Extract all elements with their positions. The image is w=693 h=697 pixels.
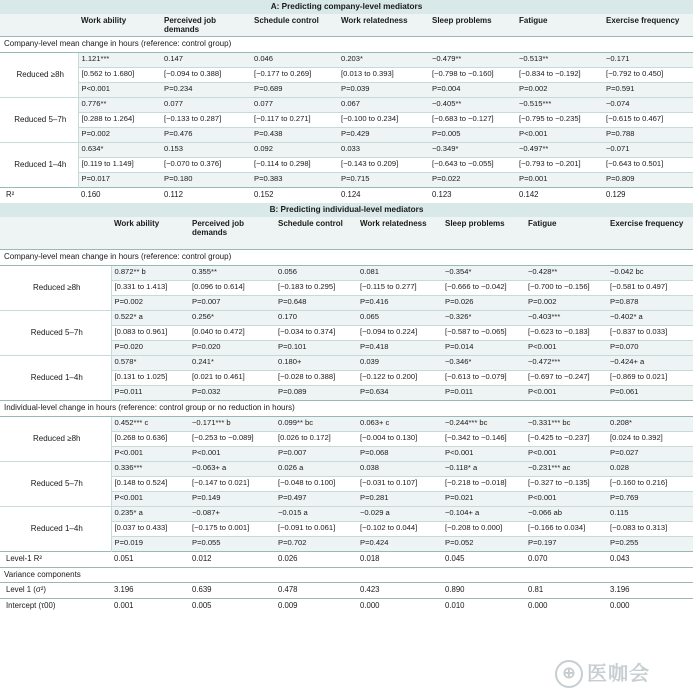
table-cell: P=0.020	[111, 340, 189, 355]
panel-title: A: Predicting company-level mediators	[0, 0, 693, 14]
column-header: Exercise frequency	[607, 217, 693, 249]
table-cell: P=0.383	[251, 172, 338, 187]
table-row	[0, 82, 693, 97]
table-cell: 0.010	[442, 598, 525, 614]
table-cell: [−0.094 to 0.388]	[161, 67, 251, 82]
table-cell: 0.124	[338, 187, 429, 203]
table-cell: 0.241*	[189, 355, 275, 370]
table-cell: −0.346*	[442, 355, 525, 370]
table-cell: 0.046	[251, 52, 338, 67]
table-cell: [0.148 to 0.524]	[111, 476, 189, 491]
column-header: Sleep problems	[442, 217, 525, 249]
table-cell: −0.428**	[525, 265, 607, 280]
table-cell: 0.067	[338, 97, 429, 112]
level1-sigma-row-label: Level 1 (σ²)	[0, 582, 111, 598]
row-group-label: Reduced 5–7h	[0, 97, 78, 142]
table-cell: 0.115	[607, 506, 693, 521]
row-group-label: Reduced ≥8h	[0, 416, 111, 461]
table-cell: 0.051	[111, 551, 189, 567]
table-row	[0, 127, 693, 142]
table-cell: P<0.001	[516, 127, 603, 142]
column-header: Work ability	[111, 217, 189, 249]
table-cell: [−0.117 to 0.271]	[251, 112, 338, 127]
table-cell: 0.872** b	[111, 265, 189, 280]
table-cell: [−0.623 to −0.183]	[525, 325, 607, 340]
table-cell: P=0.027	[607, 446, 693, 461]
table-cell: −0.066 ab	[525, 506, 607, 521]
table-cell: 0.578*	[111, 355, 189, 370]
variance-components-header	[0, 567, 693, 582]
table-cell: −0.029 a	[357, 506, 442, 521]
table-cell: −0.015 a	[275, 506, 357, 521]
section-header: Company-level mean change in hours (reference: control group)	[0, 36, 693, 52]
table-cell: 0.000	[525, 598, 607, 614]
table-cell: [−0.615 to 0.467]	[603, 112, 693, 127]
table-cell: 0.056	[275, 265, 357, 280]
table-cell: P=0.788	[603, 127, 693, 142]
table-cell: P=0.068	[357, 446, 442, 461]
table-cell: 0.092	[251, 142, 338, 157]
table-cell: [−0.094 to 0.224]	[357, 325, 442, 340]
table-cell: 0.063+ c	[357, 416, 442, 431]
table-cell: [−0.115 to 0.277]	[357, 280, 442, 295]
watermark-text: 医咖会	[587, 662, 650, 685]
column-header: Exercise frequency	[603, 14, 693, 36]
table-cell: 0.077	[251, 97, 338, 112]
table-cell: 0.018	[357, 551, 442, 567]
table-cell: P=0.634	[357, 385, 442, 400]
row-group-label: Reduced 1–4h	[0, 506, 111, 551]
table-cell: P=0.648	[275, 295, 357, 310]
table-cell: [0.021 to 0.461]	[189, 370, 275, 385]
table-row	[0, 157, 693, 172]
table-cell: P=0.055	[189, 536, 275, 551]
table-cell: [−0.327 to −0.135]	[525, 476, 607, 491]
table-cell: 0.160	[78, 187, 161, 203]
table-cell: P=0.004	[429, 82, 516, 97]
table-cell: [−0.683 to −0.127]	[429, 112, 516, 127]
table-cell: 0.043	[607, 551, 693, 567]
table-cell: 0.001	[111, 598, 189, 614]
table-cell: 0.070	[525, 551, 607, 567]
table-row	[0, 52, 693, 67]
panel-b-table	[0, 203, 693, 614]
table-cell: [−0.147 to 0.021]	[189, 476, 275, 491]
table-row	[0, 506, 693, 521]
header-empty-cell	[0, 217, 111, 249]
column-header: Schedule control	[275, 217, 357, 249]
table-cell: 0.038	[357, 461, 442, 476]
table-cell: −0.231*** ac	[525, 461, 607, 476]
table-cell: 0.000	[357, 598, 442, 614]
table-cell: [0.119 to 1.149]	[78, 157, 161, 172]
table-cell: [−0.028 to 0.388]	[275, 370, 357, 385]
table-cell: P=0.011	[442, 385, 525, 400]
table-cell: P=0.281	[357, 491, 442, 506]
table-cell: P=0.809	[603, 172, 693, 187]
table-cell: P=0.017	[78, 172, 161, 187]
table-cell: P=0.061	[607, 385, 693, 400]
table-cell: [−0.834 to −0.192]	[516, 67, 603, 82]
table-cell: [−0.798 to −0.160]	[429, 67, 516, 82]
table-cell: [0.013 to 0.393]	[338, 67, 429, 82]
table-cell: [−0.100 to 0.234]	[338, 112, 429, 127]
table-cell: [−0.253 to −0.089]	[189, 431, 275, 446]
column-header: Fatigue	[516, 14, 603, 36]
table-cell: 0.153	[161, 142, 251, 157]
table-row	[0, 112, 693, 127]
table-cell: 0.129	[603, 187, 693, 203]
table-cell: [−0.869 to 0.021]	[607, 370, 693, 385]
table-cell: [0.026 to 0.172]	[275, 431, 357, 446]
table-cell: 0.045	[442, 551, 525, 567]
table-cell: −0.326*	[442, 310, 525, 325]
table-cell: P=0.101	[275, 340, 357, 355]
row-group-label: Reduced 1–4h	[0, 142, 78, 187]
table-cell: 3.196	[607, 582, 693, 598]
table-cell: −0.074	[603, 97, 693, 112]
table-cell: [−0.613 to −0.079]	[442, 370, 525, 385]
table-cell: [−0.122 to 0.200]	[357, 370, 442, 385]
table-cell: −0.042 bc	[607, 265, 693, 280]
table-cell: [−0.048 to 0.100]	[275, 476, 357, 491]
table-row	[0, 67, 693, 82]
table-cell: 0.026	[275, 551, 357, 567]
table-cell: 0.256*	[189, 310, 275, 325]
table-cell: −0.244*** bc	[442, 416, 525, 431]
table-cell: P=0.014	[442, 340, 525, 355]
column-header: Work ability	[78, 14, 161, 36]
table-cell: [−0.031 to 0.107]	[357, 476, 442, 491]
table-cell: P=0.429	[338, 127, 429, 142]
table-cell: P=0.022	[429, 172, 516, 187]
table-cell: [−0.175 to 0.001]	[189, 521, 275, 536]
r-squared-row	[0, 187, 693, 203]
table-cell: P=0.234	[161, 82, 251, 97]
table-cell: [0.037 to 0.433]	[111, 521, 189, 536]
table-cell: P<0.001	[78, 82, 161, 97]
table-row	[0, 416, 693, 431]
table-cell: 0.478	[275, 582, 357, 598]
table-cell: [0.268 to 0.636]	[111, 431, 189, 446]
table-cell: −0.354*	[442, 265, 525, 280]
table-cell: P=0.689	[251, 82, 338, 97]
table-cell: P=0.089	[275, 385, 357, 400]
table-cell: 0.639	[189, 582, 275, 598]
table-cell: 0.170	[275, 310, 357, 325]
column-header: Work relatedness	[357, 217, 442, 249]
table-cell: [0.331 to 1.413]	[111, 280, 189, 295]
level1-sigma-row	[0, 582, 693, 598]
table-cell: P<0.001	[442, 446, 525, 461]
table-cell: [−0.208 to 0.000]	[442, 521, 525, 536]
table-cell: 0.028	[607, 461, 693, 476]
table-cell: [−0.643 to −0.055]	[429, 157, 516, 172]
column-header: Perceived job demands	[161, 14, 251, 36]
panel-title: B: Predicting individual-level mediators	[0, 203, 693, 217]
table-cell: P=0.702	[275, 536, 357, 551]
table-cell: P=0.002	[516, 82, 603, 97]
table-cell: P=0.180	[161, 172, 251, 187]
table-cell: P<0.001	[525, 446, 607, 461]
table-cell: 0.235* a	[111, 506, 189, 521]
table-cell: −0.515***	[516, 97, 603, 112]
table-cell: [−0.793 to −0.201]	[516, 157, 603, 172]
table-cell: [−0.425 to −0.237]	[525, 431, 607, 446]
table-cell: −0.513**	[516, 52, 603, 67]
table-cell: [−0.102 to 0.044]	[357, 521, 442, 536]
table-cell: P=0.032	[189, 385, 275, 400]
table-cell: [−0.160 to 0.216]	[607, 476, 693, 491]
table-cell: [−0.083 to 0.313]	[607, 521, 693, 536]
table-cell: P=0.002	[78, 127, 161, 142]
table-cell: 0.099** bc	[275, 416, 357, 431]
r-squared-row-label: R²	[0, 187, 78, 203]
row-group-label: Reduced ≥8h	[0, 52, 78, 97]
table-cell: [−0.581 to 0.497]	[607, 280, 693, 295]
table-cell: [−0.034 to 0.374]	[275, 325, 357, 340]
table-cell: P<0.001	[525, 340, 607, 355]
table-cell: [0.083 to 0.961]	[111, 325, 189, 340]
table-cell: [0.024 to 0.392]	[607, 431, 693, 446]
table-cell: −0.402* a	[607, 310, 693, 325]
level1-r2-row-label: Level-1 R²	[0, 551, 111, 567]
table-cell: 0.039	[357, 355, 442, 370]
table-cell: −0.171*** b	[189, 416, 275, 431]
table-cell: 0.776**	[78, 97, 161, 112]
table-row	[0, 97, 693, 112]
intercept-row-label: Intercept (τ00)	[0, 598, 111, 614]
table-cell: −0.497**	[516, 142, 603, 157]
table-cell: [−0.114 to 0.298]	[251, 157, 338, 172]
table-cell: P=0.019	[111, 536, 189, 551]
table-cell: P<0.001	[189, 446, 275, 461]
level1-r2-row	[0, 551, 693, 567]
table-cell: 0.065	[357, 310, 442, 325]
table-cell: [−0.091 to 0.061]	[275, 521, 357, 536]
table-cell: [−0.795 to −0.235]	[516, 112, 603, 127]
variance-components-header-label: Variance components	[0, 567, 693, 582]
table-cell: 0.452*** c	[111, 416, 189, 431]
row-group-label: Reduced 5–7h	[0, 461, 111, 506]
table-cell: [−0.792 to 0.450]	[603, 67, 693, 82]
table-cell: −0.087+	[189, 506, 275, 521]
table-cell: 0.012	[189, 551, 275, 567]
table-cell: 1.121***	[78, 52, 161, 67]
table-cell: P=0.418	[357, 340, 442, 355]
table-cell: 0.081	[357, 265, 442, 280]
table-cell: −0.171	[603, 52, 693, 67]
table-cell: [0.288 to 1.264]	[78, 112, 161, 127]
table-cell: 0.026 a	[275, 461, 357, 476]
table-cell: P=0.011	[111, 385, 189, 400]
table-cell: [−0.177 to 0.269]	[251, 67, 338, 82]
table-cell: P=0.070	[607, 340, 693, 355]
table-cell: P=0.001	[516, 172, 603, 187]
header-empty-cell	[0, 14, 78, 36]
table-cell: −0.104+ a	[442, 506, 525, 521]
table-row	[0, 265, 693, 280]
column-header: Fatigue	[525, 217, 607, 249]
table-cell: [−0.218 to −0.018]	[442, 476, 525, 491]
watermark-logo-icon: ⊕	[555, 660, 583, 688]
table-cell: 0.152	[251, 187, 338, 203]
table-cell: 0.208*	[607, 416, 693, 431]
table-cell: [−0.587 to −0.065]	[442, 325, 525, 340]
column-header: Work relatedness	[338, 14, 429, 36]
table-row	[0, 142, 693, 157]
table-cell: [−0.700 to −0.156]	[525, 280, 607, 295]
table-cell: −0.118* a	[442, 461, 525, 476]
table-cell: [−0.342 to −0.146]	[442, 431, 525, 446]
table-cell: 0.009	[275, 598, 357, 614]
table-cell: 0.81	[525, 582, 607, 598]
table-cell: P=0.149	[189, 491, 275, 506]
table-row	[0, 461, 693, 476]
table-cell: 0.005	[189, 598, 275, 614]
table-cell: [−0.133 to 0.287]	[161, 112, 251, 127]
table-cell: P=0.476	[161, 127, 251, 142]
table-cell: P=0.197	[525, 536, 607, 551]
table-cell: 0.147	[161, 52, 251, 67]
table-cell: P=0.002	[525, 295, 607, 310]
watermark	[555, 655, 685, 693]
row-group-label: Reduced 5–7h	[0, 310, 111, 355]
table-cell: 0.423	[357, 582, 442, 598]
row-group-label: Reduced 1–4h	[0, 355, 111, 400]
table-cell: [0.040 to 0.472]	[189, 325, 275, 340]
table-cell: P=0.005	[429, 127, 516, 142]
table-cell: −0.403***	[525, 310, 607, 325]
column-header: Schedule control	[251, 14, 338, 36]
table-cell: P<0.001	[525, 385, 607, 400]
table-cell: P=0.424	[357, 536, 442, 551]
section-header: Company-level mean change in hours (reference: control group)	[0, 249, 693, 265]
table-cell: P=0.052	[442, 536, 525, 551]
table-cell: 0.355**	[189, 265, 275, 280]
table-cell: 0.634*	[78, 142, 161, 157]
table-cell: −0.405**	[429, 97, 516, 112]
table-cell: [−0.183 to 0.295]	[275, 280, 357, 295]
table-cell: P=0.026	[442, 295, 525, 310]
table-cell: P=0.591	[603, 82, 693, 97]
table-cell: P=0.020	[189, 340, 275, 355]
table-cell: 0.000	[607, 598, 693, 614]
table-row	[0, 172, 693, 187]
table-cell: [−0.070 to 0.376]	[161, 157, 251, 172]
table-cell: [−0.004 to 0.130]	[357, 431, 442, 446]
table-cell: 0.123	[429, 187, 516, 203]
table-cell: 0.077	[161, 97, 251, 112]
table-row	[0, 310, 693, 325]
table-cell: 0.890	[442, 582, 525, 598]
table-cell: P=0.438	[251, 127, 338, 142]
intercept-row	[0, 598, 693, 614]
table-cell: [−0.166 to 0.034]	[525, 521, 607, 536]
table-cell: P=0.021	[442, 491, 525, 506]
table-cell: 0.203*	[338, 52, 429, 67]
table-cell: P=0.255	[607, 536, 693, 551]
table-cell: P=0.878	[607, 295, 693, 310]
table-cell: −0.071	[603, 142, 693, 157]
table-cell: −0.331*** bc	[525, 416, 607, 431]
table-cell: −0.063+ a	[189, 461, 275, 476]
table-cell: [−0.643 to 0.501]	[603, 157, 693, 172]
table-cell: P<0.001	[525, 491, 607, 506]
table-cell: P=0.715	[338, 172, 429, 187]
table-cell: [−0.143 to 0.209]	[338, 157, 429, 172]
table-cell: [0.562 to 1.680]	[78, 67, 161, 82]
table-cell: −0.472***	[525, 355, 607, 370]
table-cell: P=0.416	[357, 295, 442, 310]
table-cell: [0.096 to 0.614]	[189, 280, 275, 295]
table-cell: P=0.007	[189, 295, 275, 310]
table-cell: 0.336***	[111, 461, 189, 476]
table-cell: P=0.002	[111, 295, 189, 310]
section-header: Individual-level change in hours (reference: control group or no reduction in hours)	[0, 400, 693, 416]
table-cell: P=0.039	[338, 82, 429, 97]
table-cell: −0.424+ a	[607, 355, 693, 370]
row-group-label: Reduced ≥8h	[0, 265, 111, 310]
table-cell: −0.349*	[429, 142, 516, 157]
table-cell: [−0.697 to −0.247]	[525, 370, 607, 385]
column-header: Perceived job demands	[189, 217, 275, 249]
table-cell: P=0.769	[607, 491, 693, 506]
table-cell: P<0.001	[111, 491, 189, 506]
panel-a-table	[0, 0, 693, 203]
table-cell: −0.479**	[429, 52, 516, 67]
table-cell: 0.142	[516, 187, 603, 203]
table-cell: 0.033	[338, 142, 429, 157]
table-cell: 0.180+	[275, 355, 357, 370]
table-row	[0, 355, 693, 370]
table-cell: 3.196	[111, 582, 189, 598]
table-cell: [−0.666 to −0.042]	[442, 280, 525, 295]
table-cell: P=0.007	[275, 446, 357, 461]
column-header: Sleep problems	[429, 14, 516, 36]
table-cell: 0.522* a	[111, 310, 189, 325]
table-cell: P=0.497	[275, 491, 357, 506]
table-cell: [0.131 to 1.025]	[111, 370, 189, 385]
table-cell: [−0.837 to 0.033]	[607, 325, 693, 340]
table-cell: 0.112	[161, 187, 251, 203]
table-cell: P<0.001	[111, 446, 189, 461]
